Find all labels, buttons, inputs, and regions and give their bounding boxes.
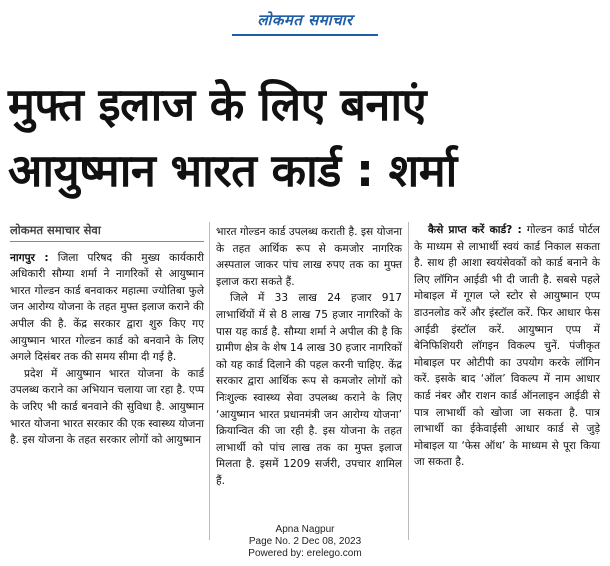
paragraph-text: जिला परिषद की मुख्य कार्यकारी अधिकारी सौम्या शर्मा ने नागरिकों से आयुष्मान भारत गोल्डन कार्ड बनवाकर महात्मा ज्योतिबा फुले जन आरोग्य योजना के तहत मुफ्त इलाज कराने की अपील की है. केंद्र सरकार द्वारा शुरु किए गए आयुष्मान भारत गोल्डन कार्ड को बनवाने के लिए अगले दिसंबर तक की समय सीमा दी गई है. <box>10 251 204 364</box>
byline: लोकमत समाचार सेवा <box>10 222 204 242</box>
subheading: कैसे प्राप्त करें कार्ड? : <box>428 224 522 236</box>
footer-page-date: Page No. 2 Dec 08, 2023 <box>248 536 362 547</box>
article-column-1 <box>10 222 204 449</box>
article-column-2 <box>216 224 402 490</box>
column-divider <box>209 222 210 540</box>
footer-powered-by: Powered by: erelego.com <box>248 548 362 559</box>
paragraph: जिले में 33 लाख 24 हजार 917 लाभार्थियों में से 8 लाख 75 हजार नागरिकों के पास यह कार्ड है. सौम्या शर्मा ने अपील की है कि ग्रामीण क्षेत्र के शेष 14 लाख 30 हजार नागरिकों को यह कार्ड दिलाने की पहल करनी चाहिए. केंद्र सरकार द्वारा आर्थिक रूप से कमजोर लोगों को निःशुल्क स्वास्थ्य सेवा उपलब्ध कराने के लिए ‘आयुष्मान भारत प्रधानमंत्री जन आरोग्य योजना’ क्रियान्वित की जा रही है. इस योजना के तहत लाभार्थी को पांच लाख तक का मुफ्त इलाज मिलता है. इसमें 1209 सर्जरी, उपचार शामिल हैं. <box>216 292 402 487</box>
article-column-3 <box>414 222 600 471</box>
headline-line-2: आयुष्मान भारत कार्ड : शर्मा <box>8 144 457 197</box>
column-divider <box>408 222 409 540</box>
masthead-logo: लोकमत समाचार <box>257 11 353 29</box>
page-footer <box>0 524 610 560</box>
paragraph-text: गोल्डन कार्ड पोर्टल के माध्यम से लाभार्थी स्वयं कार्ड निकाल सकता है. साथ ही आशा स्वयंसेवकों को कार्ड बनाने के लिए लॉगिन आईडी भी दी जाती है. सबसे पहले मोबाइल में गूगल प्ले स्टोर से आयुष्मान एप्प डाउनलोड करें और इंस्टॉल करें. फिर आधार फेस आईडी इंस्टॉल करें. आयुष्मान एप्प में बेनिफिशियरी लॉगइन विकल्प चुनें. पंजीकृत मोबाइल पर ओटीपी का उपयोग करके लॉगिन करें. इसके बाद ‘ऑल’ विकल्प में नाम आधार कार्ड नंबर और राशन कार्ड ऑनलाइन आईडी से पात्र लाभार्थी को खोजा जा सकता है. पात्र लाभार्थी का ईकेवाईसी आधार कार्ड से जुड़े मोबाइल या ‘फेस ऑथ’ के माध्यम से पूरा किया जा सकता है. <box>414 224 600 469</box>
headline-line-1: मुफ्त इलाज के लिए बनाएं <box>8 78 426 131</box>
footer-publication: Apna Nagpur <box>275 524 335 535</box>
paragraph: प्रदेश में आयुष्मान भारत योजना के कार्ड उपलब्ध कराने का अभियान चलाया जा रहा है. एप्प के जरिए भी कार्ड बनवाने की सुविधा है. आयुष्मान भारत योजना भारत सरकार की एक स्वास्थ्य योजना है. इस योजना के तहत सरकार लोगों को आयुष्मान <box>10 367 204 447</box>
dateline: नागपुर : <box>10 251 49 264</box>
paragraph <box>10 250 204 366</box>
masthead-underline <box>232 34 378 36</box>
paragraph: भारत गोल्डन कार्ड उपलब्ध कराती है. इस योजना के तहत आर्थिक रूप से कमजोर नागरिक अस्पताल जाकर पांच लाख रुपए तक का मुफ्त इलाज करा सकते हैं. <box>216 226 402 288</box>
